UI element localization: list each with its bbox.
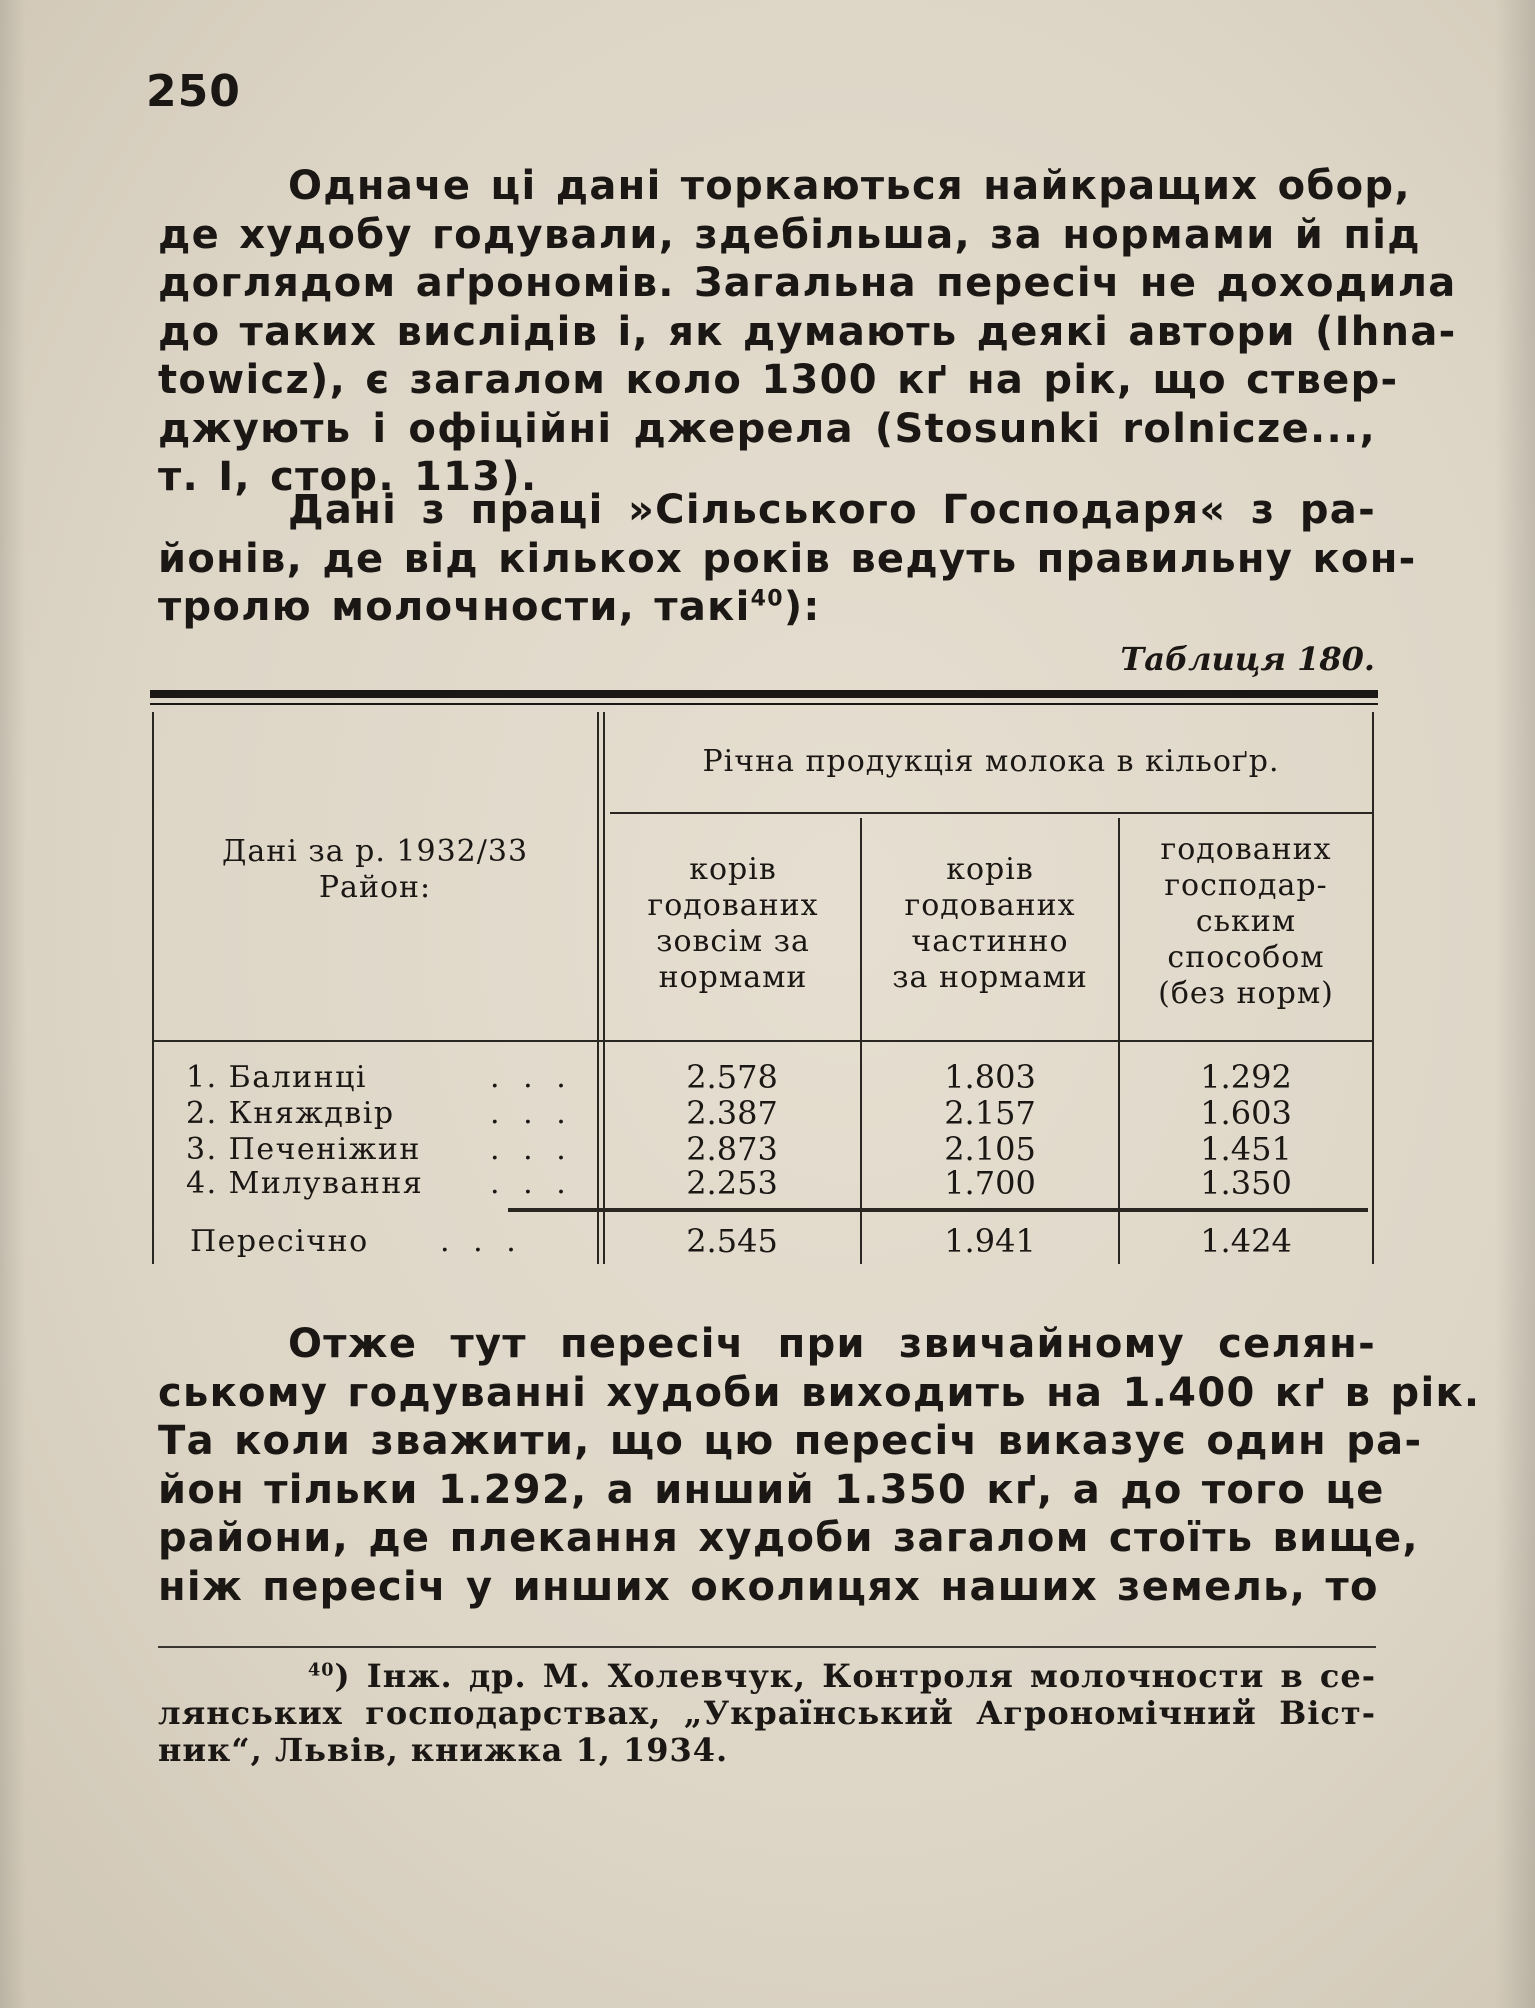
header-line: годованих bbox=[1160, 832, 1332, 867]
page-gutter-shadow bbox=[0, 0, 26, 2008]
text-line: йон тільки 1.292, а инший 1.350 кґ, а до того це bbox=[158, 1466, 1385, 1513]
header-line: корів bbox=[689, 852, 777, 887]
row-leader-dots: . . . bbox=[490, 1096, 568, 1131]
page-edge-shadow bbox=[1495, 0, 1535, 2008]
header-col-partial-norms bbox=[864, 852, 1116, 996]
text-line-end: ): bbox=[783, 584, 821, 630]
header-line: частинно bbox=[911, 924, 1069, 959]
header-year-district bbox=[160, 834, 590, 906]
table-top-rule bbox=[150, 690, 1378, 698]
header-col-no-norms bbox=[1122, 832, 1370, 1012]
text-line: доглядом аґрономів. Загальна пересіч не доходила bbox=[158, 260, 1457, 306]
table-divider bbox=[597, 712, 599, 1264]
row-label: 2. Княждвір bbox=[186, 1096, 395, 1131]
header-line: господар- bbox=[1164, 868, 1328, 903]
value-cell: 2.157 bbox=[944, 1094, 1036, 1132]
header-line: корів bbox=[946, 852, 1034, 887]
value-cell: 2.873 bbox=[686, 1130, 778, 1168]
row-leader-dots: . . . bbox=[490, 1166, 568, 1201]
footnote-ref: 40 bbox=[750, 586, 784, 612]
header-line: ським bbox=[1195, 904, 1297, 939]
text-line: до таких вислідів і, як думають деякі автори (Ihna- bbox=[158, 308, 1457, 355]
value-cell: 2.387 bbox=[686, 1094, 778, 1132]
header-district: Район: bbox=[318, 870, 432, 905]
total-label: Пересічно bbox=[190, 1224, 369, 1259]
text-line bbox=[158, 583, 1376, 632]
row-label: 1. Балинці bbox=[186, 1060, 368, 1095]
paragraph-3 bbox=[158, 1320, 1481, 1611]
row-label: 4. Милування bbox=[186, 1166, 424, 1201]
table-group-rule bbox=[610, 812, 1372, 814]
value-cell: 1.350 bbox=[1200, 1164, 1292, 1202]
text-line: ському годуванні худоби виходить на 1.400 кґ в рік. bbox=[158, 1369, 1481, 1416]
footnote-rule bbox=[158, 1646, 1376, 1648]
value-cell: 1.292 bbox=[1200, 1058, 1292, 1096]
header-line: годованих bbox=[904, 888, 1076, 923]
page-number: 250 bbox=[146, 66, 241, 117]
header-group: Річна продукція молока в кільоґр. bbox=[702, 744, 1280, 779]
total-value: 1.424 bbox=[1200, 1222, 1292, 1260]
text-line: йонів, де від кількох років ведуть правильну кон- bbox=[158, 535, 1417, 582]
table-caption: Таблиця 180. bbox=[1120, 640, 1375, 678]
text-line: Дані з праці »Сільського Господаря« з ра- bbox=[288, 487, 1376, 533]
table-total-rule bbox=[508, 1208, 1368, 1212]
footnote-text: ) Інж. др. М. Холевчук, Контроля молочности в се- bbox=[334, 1657, 1376, 1695]
header-line: за нормами bbox=[892, 960, 1088, 995]
table-top-rule-thin bbox=[150, 703, 1378, 705]
table-right-border bbox=[1372, 712, 1374, 1264]
text-line: Одначе ці дані торкаються найкращих обор, bbox=[288, 163, 1411, 209]
total-value: 2.545 bbox=[686, 1222, 778, 1260]
footnote-line bbox=[158, 1658, 1376, 1695]
value-cell: 1.803 bbox=[944, 1058, 1036, 1096]
footnote-line: ник“, Львів, книжка 1, 1934. bbox=[158, 1731, 729, 1769]
footnote-line: лянських господарствах, „Український Агрономічний Віст- bbox=[158, 1694, 1376, 1732]
header-year: Дані за р. 1932/33 bbox=[221, 834, 529, 869]
header-line: способом bbox=[1167, 940, 1325, 975]
text-line: Отже тут пересіч при звичайному селян- bbox=[288, 1321, 1376, 1367]
text-line: т. I, стор. 113). bbox=[158, 454, 538, 500]
footnote bbox=[158, 1658, 1376, 1769]
header-line: годованих bbox=[647, 888, 819, 923]
row-leader-dots: . . . bbox=[490, 1060, 568, 1095]
table-header-rule bbox=[152, 1040, 1372, 1042]
row-leader-dots: . . . bbox=[440, 1224, 518, 1259]
total-value: 1.941 bbox=[944, 1222, 1036, 1260]
footnote-marker: 40 bbox=[308, 1659, 335, 1681]
value-cell: 2.105 bbox=[944, 1130, 1036, 1168]
value-cell: 1.603 bbox=[1200, 1094, 1292, 1132]
paragraph-2 bbox=[158, 486, 1417, 632]
text-line: towicz), є загалом коло 1300 кґ на рік, що ствер- bbox=[158, 357, 1399, 403]
row-leader-dots: . . . bbox=[490, 1132, 568, 1167]
value-cell: 2.578 bbox=[686, 1058, 778, 1096]
text-line: Та коли зважити, що цю пересіч виказує один ра- bbox=[158, 1418, 1423, 1464]
text-line: джують і офіційні джерела (Stosunki rolnicze..., bbox=[158, 405, 1376, 452]
row-label: 3. Печеніжин bbox=[186, 1132, 421, 1167]
header-line: зовсім за bbox=[656, 924, 810, 959]
text-line: ніж пересіч у инших околицях наших земель, то bbox=[158, 1563, 1379, 1610]
text-line: де худобу годували, здебільша, за нормами й під bbox=[158, 211, 1421, 258]
table-divider bbox=[603, 712, 605, 1264]
header-line: нормами bbox=[658, 960, 808, 995]
header-line: (без норм) bbox=[1158, 976, 1334, 1011]
header-col-full-norms bbox=[608, 852, 858, 996]
text-line-body: тролю молочности, такі bbox=[158, 584, 751, 630]
text-line: райони, де плекання худоби загалом стоїть вище, bbox=[158, 1515, 1419, 1561]
paragraph-1 bbox=[158, 162, 1457, 502]
value-cell: 2.253 bbox=[686, 1164, 778, 1202]
value-cell: 1.700 bbox=[944, 1164, 1036, 1202]
table-left-border bbox=[152, 712, 154, 1264]
value-cell: 1.451 bbox=[1200, 1130, 1292, 1168]
